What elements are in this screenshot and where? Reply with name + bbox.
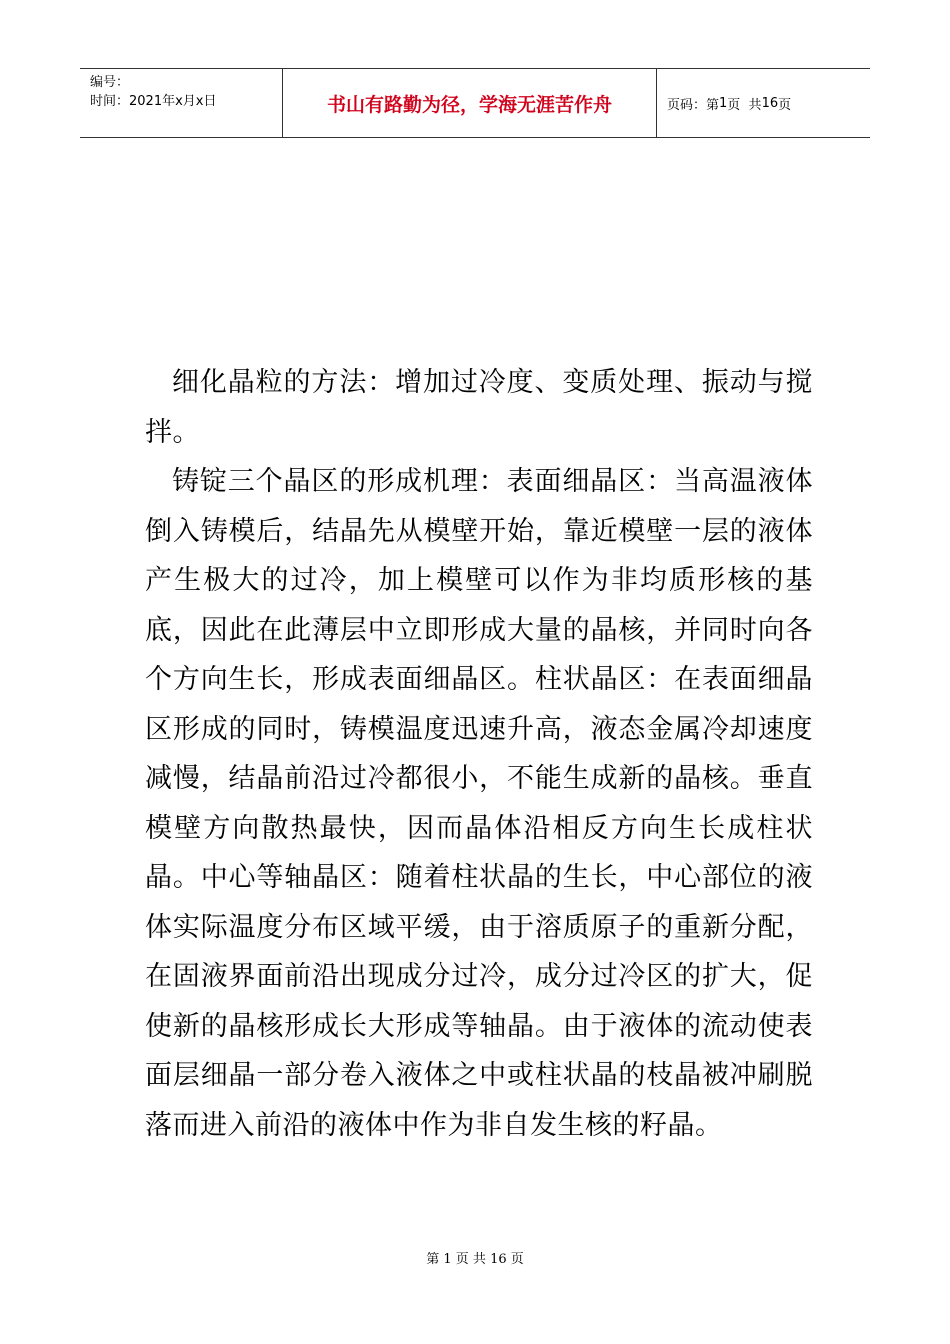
paragraph: 铸锭三个晶区的形成机理：表面细晶区：当高温液体倒入铸模后，结晶先从模壁开始，靠近模壁一层的液体产生极大的过冷，加上模壁可以作为非均质形核的基底，因此在此薄层中立即形成大量的晶核，并同时向各个方向生长，形成表面细晶区。柱状晶区：在表面细晶区形成的同时，铸模温度迅速升高，液态金属冷却速度减慢，结晶前沿过冷都很小，不能生成新的晶核。垂直模壁方向散热最快，因而晶体沿相反方向生长成柱状晶。中心等轴晶区：随着柱状晶的生长，中心部位的液体实际温度分布区域平缓，由于溶质原子的重新分配，在固液界面前沿出现成分过冷，成分过冷区的扩大，促使新的晶核形成长大形成等轴晶。由于液体的流动使表面层细晶一部分卷入液体之中或柱状晶的枝晶被冲刷脱落而进入前沿的液体中作为非自发生核的籽晶。 <box>145 466 813 1141</box>
header-page-suffix: 页 <box>778 97 792 113</box>
header-page-current: 1 <box>719 95 728 111</box>
footer-page-current: 1 <box>443 1252 452 1267</box>
header-motto: 书山有路勤为径，学海无涯苦作舟 <box>282 69 657 137</box>
header-page-mid: 页 共 <box>727 97 762 113</box>
paragraph: 细化晶粒的方法：增加过冷度、变质处理、振动与搅拌。 <box>145 367 813 448</box>
footer-prefix: 第 <box>426 1252 444 1267</box>
page-header <box>80 68 870 138</box>
header-meta <box>80 69 282 137</box>
footer-page-total: 16 <box>490 1252 507 1267</box>
doc-date: 时间：2021年x月x日 <box>90 94 217 109</box>
header-page-total: 16 <box>761 95 779 111</box>
document-body <box>145 358 813 1150</box>
header-page-info <box>657 69 870 137</box>
footer-mid: 页 共 <box>451 1252 491 1267</box>
page-footer <box>0 1248 950 1267</box>
doc-number-label: 编号： <box>90 75 130 90</box>
header-page-prefix: 页码：第 <box>667 97 720 113</box>
footer-suffix: 页 <box>506 1252 524 1267</box>
